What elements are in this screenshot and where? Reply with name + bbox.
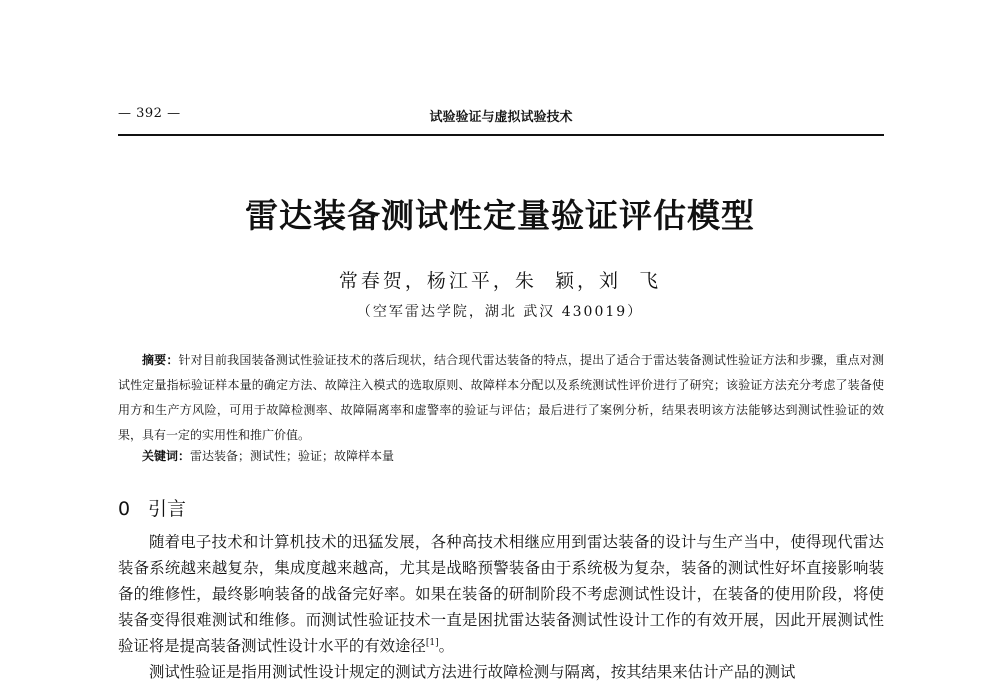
body-paragraph <box>118 529 884 659</box>
keywords-label: 关键词： <box>142 449 191 463</box>
abstract <box>118 348 884 448</box>
abstract-text: 针对目前我国装备测试性验证技术的落后现状，结合现代雷达装备的特点，提出了适合于雷达装备测试性验证方法和步骤，重点对测试性定量指标验证样本量的确定方法、故障注入模式的选取原则、故障样本分配以及系统测试性评价进行了研究；该验证方法充分考虑了装备使用方和生产方风险，可用于故障检测率、故障隔离率和虚警率的验证与评估；最后进行了案例分析，结果表明该方法能够达到测试性验证的效果，具有一定的实用性和推广价值。 <box>118 353 884 442</box>
section-title: 引言 <box>148 498 187 520</box>
running-head <box>118 104 884 128</box>
body-paragraph <box>118 659 884 685</box>
page-number: — 392 — <box>118 106 181 121</box>
section-heading <box>118 494 186 521</box>
paper-title: 雷达装备测试性定量验证评估模型 <box>245 196 755 235</box>
abstract-label: 摘要： <box>142 353 179 367</box>
section-number: 0 <box>118 498 131 520</box>
paragraph-text: 测试性验证是指用测试性设计规定的测试方法进行故障检测与隔离，按其结果来估计产品的测试 <box>149 663 796 681</box>
author-affiliation: （空军雷达学院，湖北 武汉 430019） <box>356 304 644 320</box>
paragraph-text: 随着电子技术和计算机技术的迅猛发展，各种高技术相继应用到雷达装备的设计与生产当中，使得现代雷达装备系统越来越复杂，集成度越来越高，尤其是战略预警装备由于系统极为复杂，装备的测试性好坏直接影响装备的维修性，最终影响装备的战备完好率。如果在装备的研制阶段不考虑测试性设计，在装备的使用阶段，将使装备变得很难测试和维修。而测试性验证技术一直是困扰雷达装备测试性设计工作的有效开展，因此开展测试性验证将是提高装备测试性设计水平的有效途径 <box>118 533 884 655</box>
citation-reference: [1] <box>425 637 439 648</box>
paragraph-end: 。 <box>438 637 454 655</box>
keywords <box>142 446 884 466</box>
author-list: 常春贺，杨江平，朱 颖，刘 飞 <box>338 270 662 292</box>
header-rule <box>118 134 884 136</box>
journal-section-title: 试验验证与虚拟试验技术 <box>429 110 573 125</box>
keywords-text: 雷达装备；测试性；验证；故障样本量 <box>190 449 395 463</box>
